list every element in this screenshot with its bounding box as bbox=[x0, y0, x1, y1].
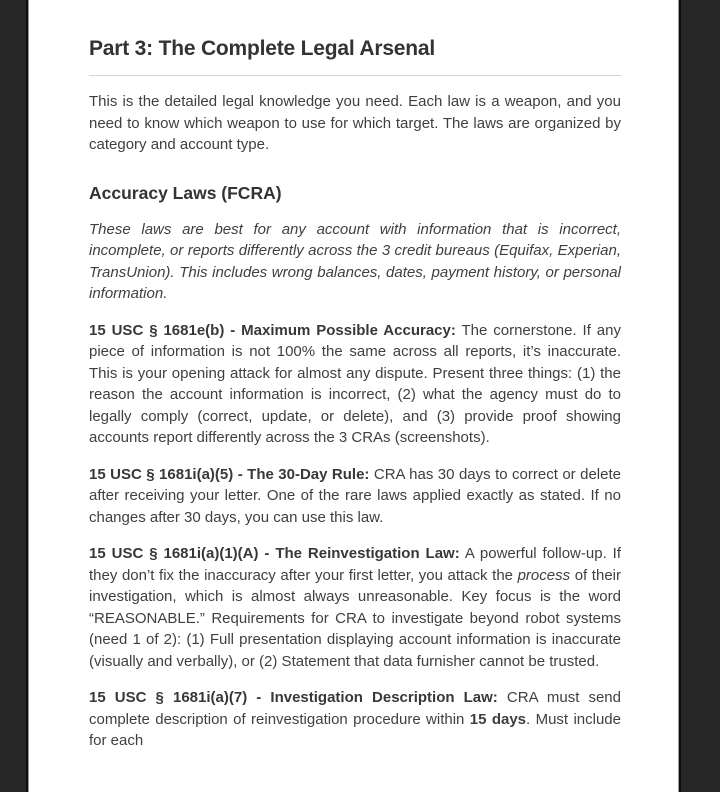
law-text-segment: A powerful follow-up. If they don’t fix the inaccuracy after your first letter, you attack the bbox=[89, 545, 621, 584]
section-note: These laws are best for any account with information that is incorrect, incomplete, or reports differently across the 3 credit bureaus (Equifax, Experian, TransUnion). This includes wrong balances, dates, payment history, or personal information. bbox=[89, 220, 621, 302]
law-text-segment: CRA must send complete description of reinvestigation procedure within bbox=[89, 689, 621, 728]
law-citation: 15 USC § 1681e(b) - Maximum Possible Accuracy: bbox=[89, 321, 456, 339]
title-divider bbox=[89, 75, 621, 76]
law-citation: 15 USC § 1681i(a)(1)(A) - The Reinvestigation Law: bbox=[89, 545, 460, 562]
law-paragraph bbox=[89, 543, 621, 672]
law-text-segment: of their investigation, which is almost always unreasonable. Key focus is the word “REASONABLE.” Requirements for CRA to investigate beyond robot systems (need 1 of 2): (1) Full presentation displaying account information is inaccurate (visually and verbally), or (2) Statement that data furnisher cannot be trusted. bbox=[89, 566, 621, 670]
document-page bbox=[26, 0, 681, 792]
laws-list bbox=[89, 320, 621, 752]
intro-paragraph: This is the detailed legal knowledge you need. Each law is a weapon, and you need to know which weapon to use for which target. The laws are organized by category and account type. bbox=[89, 93, 621, 153]
law-paragraph bbox=[89, 320, 621, 449]
law-text-segment: . Must include for each bbox=[89, 710, 621, 749]
law-text-segment: 15 days bbox=[469, 710, 527, 728]
law-citation: 15 USC § 1681i(a)(7) - Investigation Description Law: bbox=[89, 689, 498, 706]
law-citation: 15 USC § 1681i(a)(5) - The 30-Day Rule: bbox=[89, 465, 370, 483]
law-text-segment: The cornerstone. If any piece of information is not 100% the same across all reports, it’s inaccurate. This is your opening attack for almost any dispute. Present three things: (1) the reason the account information is incorrect, (2) what the agency must do to legally comply (correct, update, or delete), and (3) provide proof showing accounts report differently across the 3 CRAs (screenshots). bbox=[89, 321, 621, 446]
law-text-segment: process bbox=[517, 566, 571, 584]
section-heading: Accuracy Laws (FCRA) bbox=[89, 182, 282, 203]
law-text-segment: CRA has 30 days to correct or delete after receiving your letter. One of the rare laws applied exactly as stated. If no changes after 30 days, you can use this law. bbox=[89, 465, 621, 526]
law-paragraph bbox=[89, 687, 621, 752]
law-paragraph bbox=[89, 464, 621, 529]
page-title: Part 3: The Complete Legal Arsenal bbox=[89, 37, 436, 60]
